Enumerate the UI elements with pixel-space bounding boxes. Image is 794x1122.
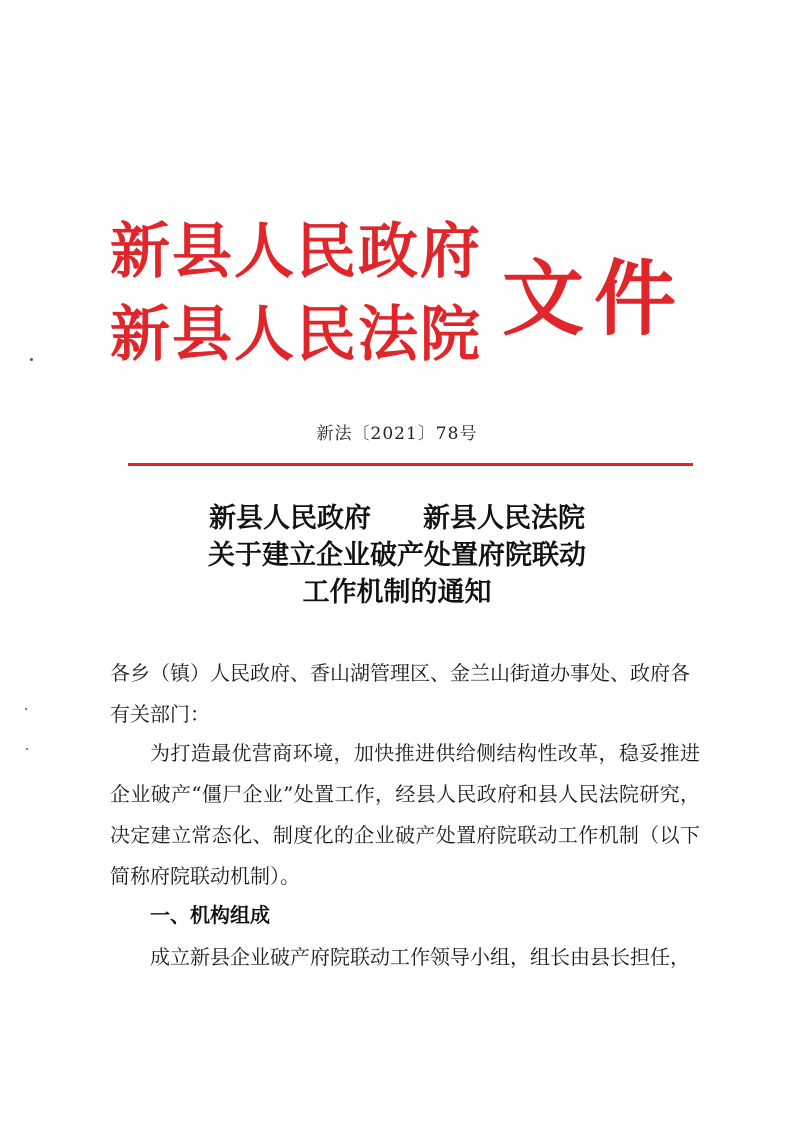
title-line-2: 关于建立企业破产处置府院联动: [208, 540, 586, 571]
document-title: [0, 500, 794, 611]
title-issuer-court: 新县人民法院: [423, 503, 585, 534]
paragraph-intro: 为打造最优营商环境，加快推进供给侧结构性改革，稳妥推进企业破产“僵尸企业”处置工作，经县人民政府和县人民法院研究，决定建立常态化、制度化的企业破产处置府院联动工作机制（以下简称府院联动机制）。: [110, 741, 700, 888]
addressee: 各乡（镇）人民政府、香山湖管理区、金兰山街道办事处、政府各有关部门：: [110, 661, 690, 726]
scan-speck: [30, 358, 33, 361]
title-issuer-government: 新县人民政府: [209, 503, 371, 534]
red-divider-line: [128, 463, 693, 466]
document-header: [0, 0, 794, 400]
scan-speck: [26, 748, 28, 750]
document-number: 新法〔2021〕78号: [316, 424, 478, 444]
issuer-court: 新县人民法院: [110, 300, 482, 370]
issuer-government: 新县人民政府: [110, 217, 482, 287]
title-line-3: 工作机制的通知: [302, 577, 492, 608]
scan-speck: [25, 708, 27, 710]
section-heading-organization: 一、机构组成: [150, 903, 270, 927]
title-line-1: [0, 500, 794, 537]
document-type-label: 文件: [502, 251, 687, 347]
paragraph-organization: 成立新县企业破产府院联动工作领导小组，组长由县长担任，: [150, 945, 690, 969]
